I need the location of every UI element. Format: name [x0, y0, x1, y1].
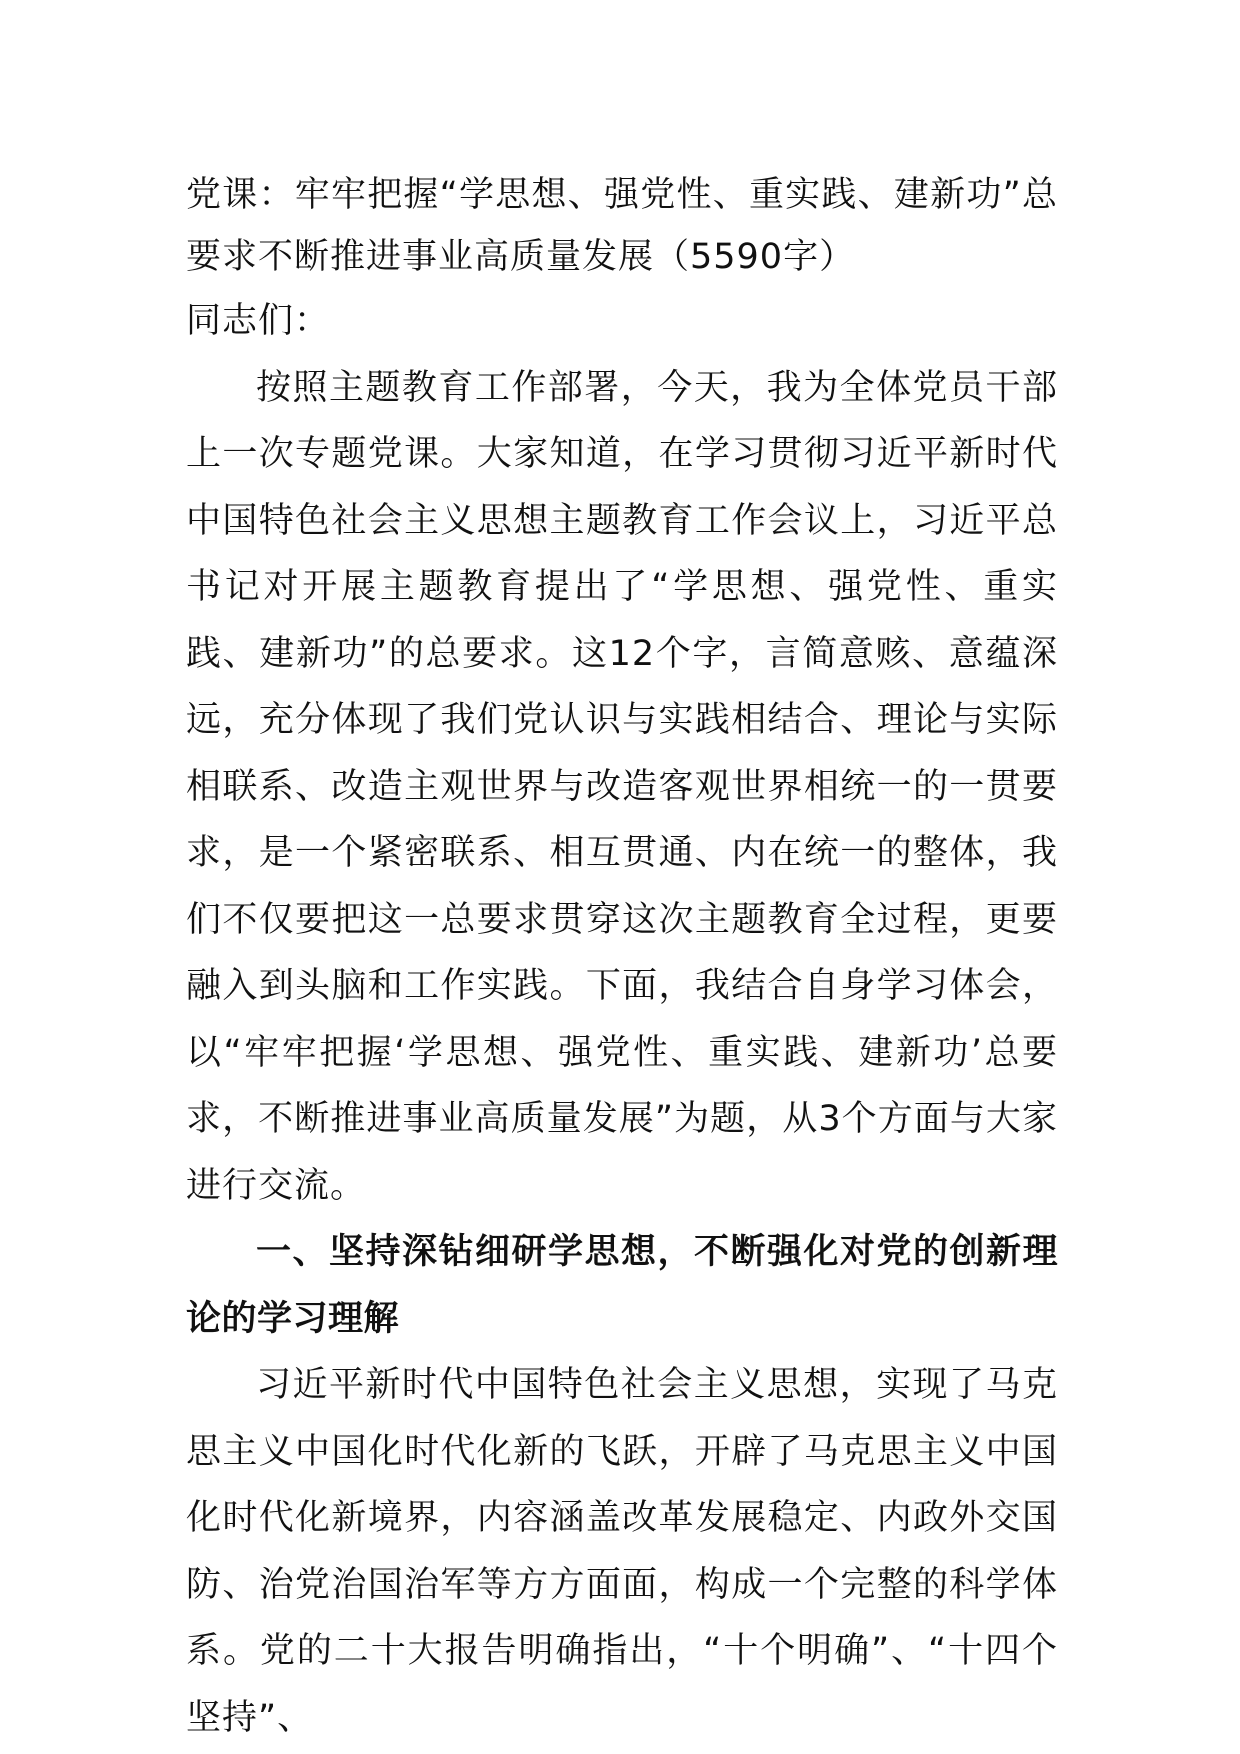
salutation: 同志们：: [186, 301, 331, 341]
document-title: 党课：牢牢把握“学思想、强党性、重实践、建新功”总要求不断推进事业高质量发展（5590字）: [186, 175, 1058, 277]
document-body: [186, 164, 1058, 1751]
body-paragraph: 按照主题教育工作部署，今天，我为全体党员干部上一次专题党课。大家知道，在学习贯彻习近平新时代中国特色社会主义思想主题教育工作会议上，习近平总书记对开展主题教育提出了“学思想、强党性、重实践、建新功”的总要求。这12个字，言简意赅、意蕴深远，充分体现了我们党认识与实践相结合、理论与实际相联系、改造主观世界与改造客观世界相统一的一贯要求，是一个紧密联系、相互贯通、内在统一的整体，我们不仅要把这一总要求贯穿这次主题教育全过程，更要融入到头脑和工作实践。下面，我结合自身学习体会，以“牢牢把握‘学思想、强党性、重实践、建新功’总要求，不断推进事业高质量发展”为题，从3个方面与大家进行交流。: [186, 367, 1058, 1206]
section-heading: 一、坚持深钻细研学思想，不断强化对党的创新理论的学习理解: [186, 1232, 1058, 1339]
section-paragraph: 习近平新时代中国特色社会主义思想，实现了马克思主义中国化时代化新的飞跃，开辟了马克思主义中国化时代化新境界，内容涵盖改革发展稳定、内政外交国防、治党治国治军等方方面面，构成一个完整的科学体系。党的二十大报告明确指出，“十个明确”、“十四个坚持”、: [186, 1365, 1058, 1738]
